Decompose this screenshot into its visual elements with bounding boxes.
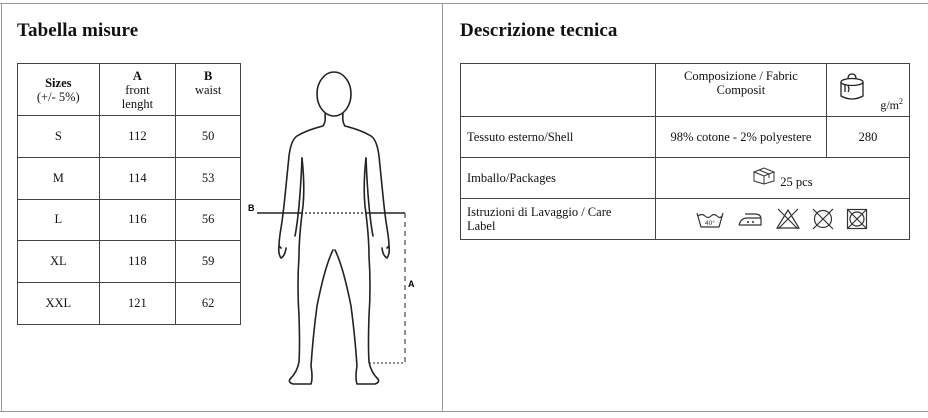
care-row xyxy=(461,199,910,240)
header-sizes-label: Sizes xyxy=(45,75,72,90)
header-a-line2: lenght xyxy=(121,96,154,111)
frame-top-border xyxy=(0,3,928,4)
front-length-cell: 118 xyxy=(99,241,176,283)
wash-40-icon xyxy=(695,209,725,229)
care-icons-cell xyxy=(655,199,909,240)
shell-weight: 280 xyxy=(826,117,909,158)
box-icon xyxy=(752,167,776,185)
size-row xyxy=(18,116,241,158)
header-a-line1: front xyxy=(125,82,150,97)
front-length-cell: 112 xyxy=(99,116,176,158)
header-front-length xyxy=(99,64,176,116)
size-row xyxy=(18,241,241,283)
shell-label: Tessuto esterno/Shell xyxy=(461,117,656,158)
frame-bottom-border xyxy=(0,411,928,412)
composition-header-line1: Composizione / Fabric xyxy=(683,69,798,83)
size-row xyxy=(18,283,241,325)
tech-description-title: Descrizione tecnica xyxy=(460,20,618,41)
waist-cell: 53 xyxy=(176,157,241,199)
tech-header-weight xyxy=(826,64,909,117)
header-sizes xyxy=(18,64,100,116)
svg-text:40°: 40° xyxy=(705,220,716,227)
size-cell: L xyxy=(18,199,100,241)
size-cell: S xyxy=(18,116,100,158)
size-chart-header-row xyxy=(18,64,241,116)
size-cell: M xyxy=(18,157,100,199)
no-tumble-dry-icon xyxy=(845,208,869,230)
packages-row xyxy=(461,158,910,199)
front-length-cell: 121 xyxy=(99,283,176,325)
packages-label: Imballo/Packages xyxy=(461,158,656,199)
care-label-line2: Label xyxy=(467,219,496,233)
header-tolerance: (+/- 5%) xyxy=(36,89,80,104)
size-row xyxy=(18,157,241,199)
waist-cell: 50 xyxy=(176,116,241,158)
tech-header-composition xyxy=(655,64,826,117)
size-chart-title: Tabella misure xyxy=(17,20,139,41)
column-divider xyxy=(442,3,443,412)
front-length-cell: 114 xyxy=(99,157,176,199)
size-cell: XL xyxy=(18,241,100,283)
shell-row xyxy=(461,117,910,158)
tech-header-empty xyxy=(461,64,656,117)
size-cell: XXL xyxy=(18,283,100,325)
waist-cell: 56 xyxy=(176,199,241,241)
weight-unit: $g/m^2$ xyxy=(880,97,903,112)
header-a-letter: A xyxy=(132,68,142,83)
weight-icon xyxy=(839,72,865,102)
iron-medium-icon xyxy=(735,209,765,229)
marker-a-label: A xyxy=(408,279,415,289)
tech-description-table xyxy=(460,63,910,240)
shell-composition: 98% cotone - 2% polyestere xyxy=(655,117,826,158)
header-b-letter: B xyxy=(203,69,213,83)
waist-cell: 59 xyxy=(176,241,241,283)
body-measurement-figure xyxy=(245,66,425,396)
frame-left-border xyxy=(1,3,2,412)
marker-b-label: B xyxy=(248,203,255,213)
composition-header-line2: Composit xyxy=(716,83,766,97)
front-length-cell: 116 xyxy=(99,199,176,241)
no-dry-clean-icon xyxy=(811,208,835,230)
packages-value: 25 pcs xyxy=(780,175,813,189)
care-label-line1: Istruzioni di Lavaggio / Care xyxy=(467,205,612,219)
packages-value-cell xyxy=(655,158,909,199)
header-waist xyxy=(176,64,241,116)
size-row xyxy=(18,199,241,241)
waist-cell: 62 xyxy=(176,283,241,325)
no-bleach-icon xyxy=(775,208,801,230)
size-chart-table xyxy=(17,63,241,325)
header-b-label: waist xyxy=(194,83,222,97)
care-label xyxy=(461,199,656,240)
tech-header-row xyxy=(461,64,910,117)
